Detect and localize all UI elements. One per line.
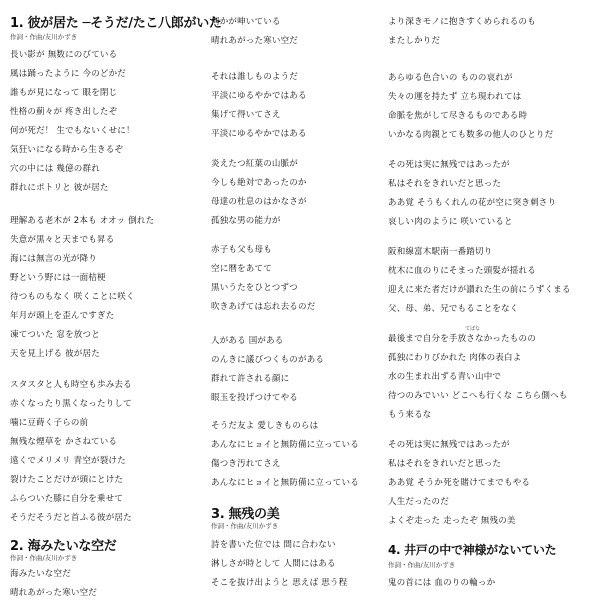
lyric-line: 黒いうたをひとつずつ — [211, 283, 298, 293]
lyric-line: 失意が黒々と天までも昇る — [10, 235, 115, 245]
lyric-line: 群れにポトリと 彼が居た — [10, 183, 109, 193]
lyric-line: 人がある 国がある — [211, 336, 284, 346]
lyric-line: もう来るな — [388, 410, 432, 420]
lyric-line: その死は実に無残ではあったが — [388, 440, 510, 450]
lyric-line: いかなる肉親とても数多の他人のひとりだ — [388, 130, 554, 140]
lyric-line: 赤くなったり黒くなったりして — [10, 399, 132, 409]
song-credit: 作詞・作曲/友川かずき — [211, 522, 279, 530]
lyric-line: 何が死だ！ 生でもないくせに！ — [10, 126, 135, 136]
lyric-line: 凍てついた 窓を放つと — [10, 330, 100, 340]
song-credit: 作詞・作曲/友川かずき — [388, 561, 456, 569]
lyric-line: 海みたいな空だ — [10, 569, 71, 579]
lyric-line: 失々の運を持たず 立ち現われては — [388, 92, 522, 102]
lyric-line: 何かが呻いている — [211, 17, 281, 27]
lyric-line: あんなにヒョイと無防備に立っている — [211, 440, 359, 450]
lyric-line: 傷つき汚れてさえ — [211, 459, 281, 469]
lyric-line: それは誰しものようだ — [211, 72, 299, 82]
lyric-line: 群れて許される顔に — [211, 374, 290, 384]
lyric-line: 私はそれをきれいだと思った — [388, 459, 502, 469]
lyric-line: 理解ある老木が 2本も オオッ 倒れた — [10, 216, 155, 226]
lyric-line: 長い影が 無数にのびている — [10, 50, 118, 60]
lyric-line: 平淡にゆるやかではある — [211, 129, 307, 139]
lyric-line: 平淡にゆるやかではある — [211, 91, 307, 101]
lyric-line: 待つのみでいい どこへも行くな こちら側へも — [388, 391, 568, 401]
lyric-line: 海には無言の光が降り — [10, 254, 98, 264]
lyric-line: 穴の中には 幾億の群れ — [10, 164, 100, 174]
lyric-line: 気狂いになる時から生きるぞ — [10, 145, 124, 155]
song-title: 2. 海みたいな空だ — [10, 539, 117, 554]
lyric-line: 命脈を焦がして尽きるものである時 — [388, 111, 528, 121]
lyric-line: スタスタと人も時空も歩み去る — [10, 380, 132, 390]
ruby-text: てばな — [465, 326, 481, 332]
lyric-line: 淋しさが時として 人間にはある — [211, 559, 336, 569]
song-title: 1. 彼が居た ─そうだ/たこ八郎がいた — [10, 16, 222, 31]
lyric-line: 炎えたつ紅葉の山脈が — [211, 159, 299, 169]
lyric-line: 鬼の首には 血のりの輪っか — [388, 578, 496, 588]
lyric-line: あらゆる色合いの ものの哀れが — [388, 73, 513, 83]
lyric-line: 最後まで自分を手放さなかったものの — [388, 334, 536, 344]
lyric-line: 母達の杜息のはかなさが — [211, 197, 307, 207]
lyric-line: 阪和線富木駅南一番踏切り — [388, 247, 493, 257]
lyric-line: 迎えに来た者だけが讃れた生の前にうずくまる — [388, 285, 571, 295]
lyric-line: その死は実に無残ではあったが — [388, 160, 510, 170]
lyric-line: そうだ友よ 愛しきものらは — [211, 421, 319, 431]
lyric-line: またしかりだ — [388, 36, 441, 46]
lyric-line: ああ覚 そうか死を賭けてまでもやる — [388, 478, 531, 488]
lyric-line: 赤子も父も母も — [211, 245, 272, 255]
lyric-line: 水の生まれ出ずる青い山中で — [388, 372, 502, 382]
lyric-line: あんなにヒョイと無防備に立っている — [211, 478, 359, 488]
lyric-line: 哀しい肉のように 咲いていると — [388, 217, 513, 227]
lyric-line: 枕木に血のりにそまった頭髪が揺れる — [388, 266, 536, 276]
lyric-line: 眼玉を投げつけてやる — [211, 393, 299, 403]
lyric-line: 晴れあがった寒い空だ — [10, 588, 98, 598]
lyric-line: ふらついた膝に自分を乗せて — [10, 494, 124, 504]
lyric-line: 待つものもなく 咲くことに咲く — [10, 292, 135, 302]
lyric-line: 噛に豆蒔く子らの前 — [10, 418, 89, 428]
lyric-line: 今しも絶対であったのか — [211, 178, 307, 188]
lyric-line: より深きモノに抱きすくめられるのも — [388, 17, 536, 27]
lyric-line: 性格の薊々が 疼き出したぞ — [10, 107, 118, 117]
lyric-line: 風は踊ったように 今のどかだ — [10, 69, 127, 79]
lyric-line: ああ覚 そうもくれんの花が空に突き刺さり — [388, 198, 557, 208]
lyric-line: 吹きあげては忘れ去るのだ — [211, 302, 316, 312]
lyric-line: 私はそれをきれいだと思った — [388, 179, 502, 189]
lyric-line: 孤独にわりびかれた 肉体の表白よ — [388, 353, 522, 363]
lyric-line: 誰もが見になって 眼を閉じ — [10, 88, 118, 98]
lyric-line: 年月が頭上を歪んですぎた — [10, 311, 115, 321]
song-title: 3. 無残の美 — [211, 507, 280, 522]
lyric-line: 空に暦をあてて — [211, 264, 272, 274]
song-credit: 作詞・作曲/友川かずき — [10, 33, 78, 41]
lyric-line: 野という野には一面桔梗 — [10, 273, 106, 283]
song-credit: 作詞・作曲/友川かずき — [10, 554, 78, 562]
lyric-line: 天を見上げる 彼が居た — [10, 349, 100, 359]
lyric-line: 集げて得いてさえ — [211, 110, 281, 120]
lyric-line: 遠くでメリメリ 青空が裂けた — [10, 456, 126, 466]
lyric-line: よくぞ走った 走ったぞ 無残の美 — [388, 516, 516, 526]
song-title: 4. 井戸の中で神様がないていた — [388, 543, 557, 557]
lyric-line: 晴れあがった寒い空だ — [211, 36, 299, 46]
lyric-line: 無残な煙草を かさねている — [10, 437, 118, 447]
lyric-line: 父、母、弟、兄でもることをなく — [388, 304, 519, 314]
lyric-line: 人生だったのだ — [388, 497, 449, 507]
lyric-line: のんきに議びつくものがある — [211, 355, 325, 365]
lyric-line: そこを抜け出ようと 思えば 思う程 — [211, 578, 348, 588]
lyric-line: そうだそうだと首ふる彼が居た — [10, 513, 132, 523]
lyric-line: 裂けたことだけが頭にとけた — [10, 475, 124, 485]
lyric-line: 詩を書いた位では 間に合わない — [211, 540, 336, 550]
lyric-line: 孤独な男の能力が — [211, 216, 281, 226]
